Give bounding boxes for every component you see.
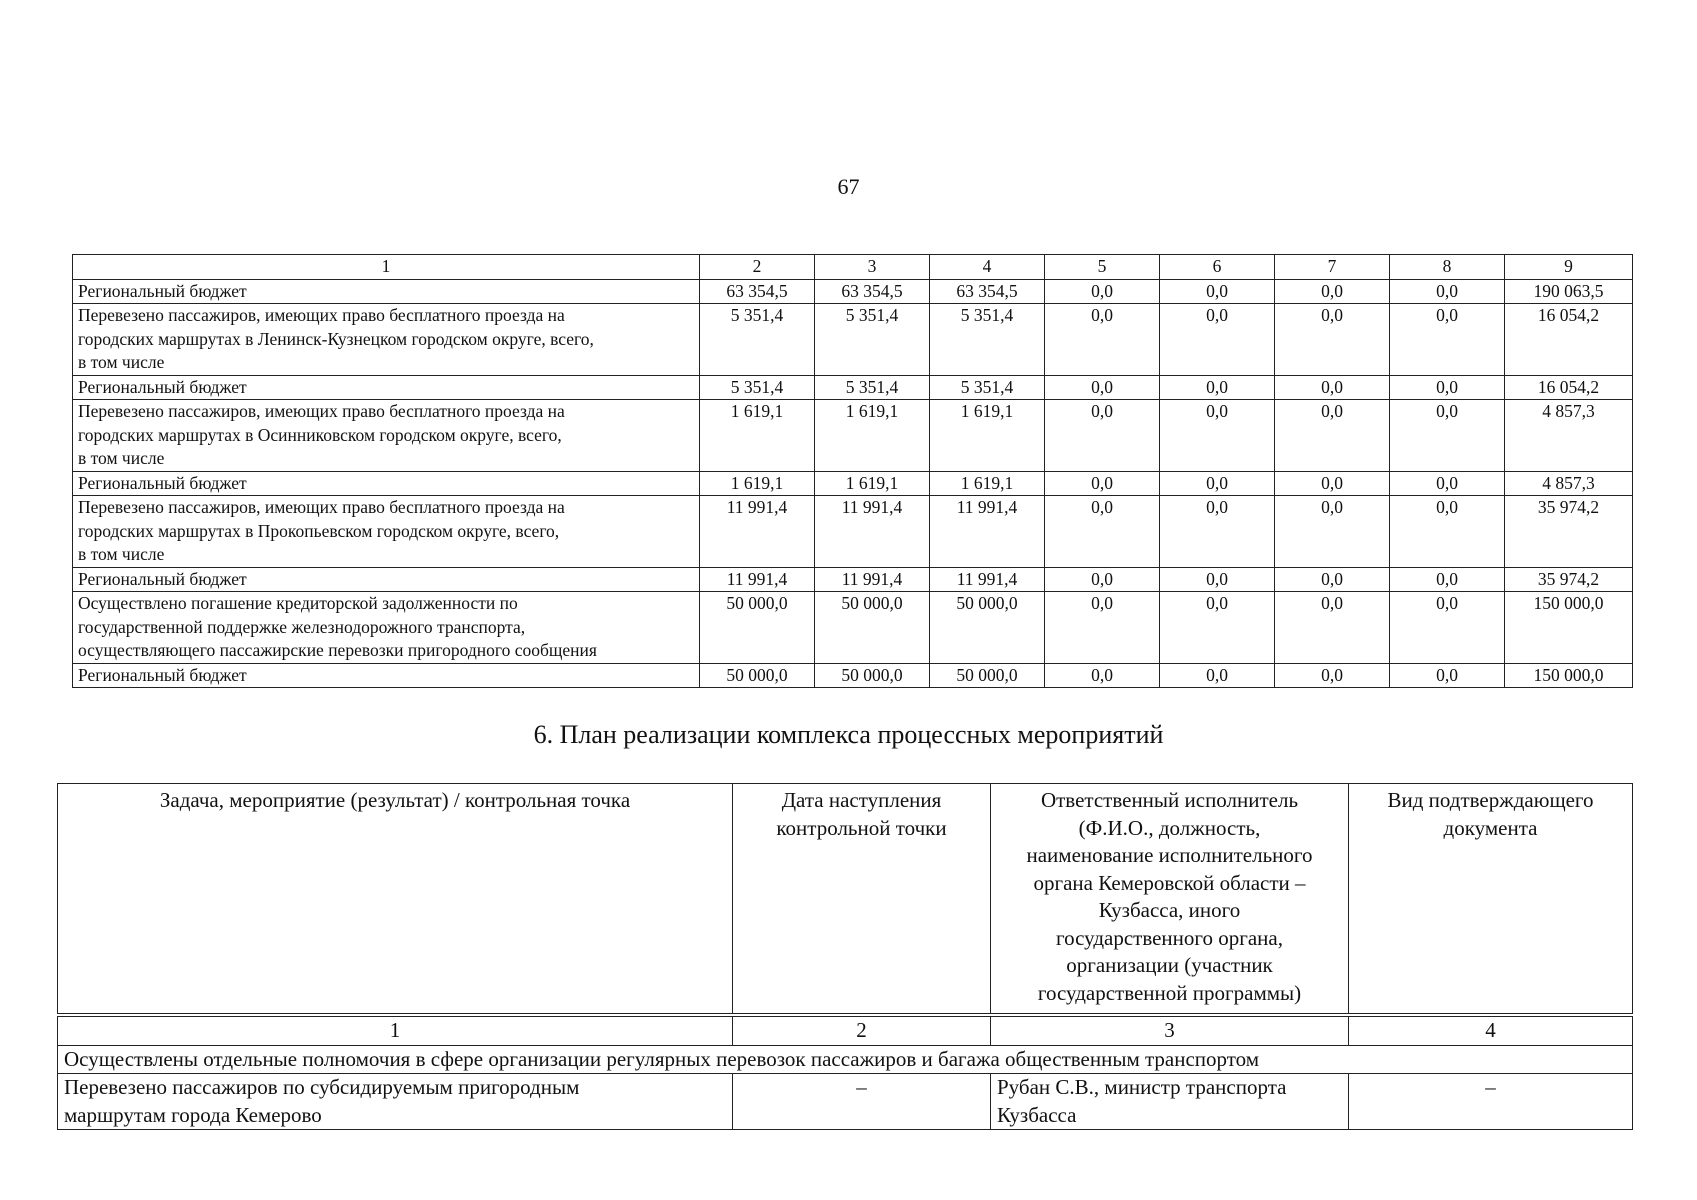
finance-row-label-line: Осуществлено погашение кредиторской задолженности по bbox=[78, 593, 518, 613]
finance-value-cell: 0,0 bbox=[1045, 471, 1160, 496]
text-line: организации (участник bbox=[1066, 953, 1273, 977]
finance-row bbox=[73, 663, 1633, 688]
text-line: Перевезено пассажиров по субсидируемым пригородным bbox=[64, 1075, 580, 1099]
finance-value-cell: 0,0 bbox=[1045, 304, 1160, 376]
finance-value-cell: 0,0 bbox=[1045, 567, 1160, 592]
text-line: (Ф.И.О., должность, bbox=[1078, 815, 1261, 840]
finance-value-cell: 0,0 bbox=[1390, 567, 1505, 592]
finance-value-cell: 0,0 bbox=[1390, 375, 1505, 400]
finance-value-cell: 11 991,4 bbox=[815, 567, 930, 592]
finance-value-cell: 0,0 bbox=[1390, 279, 1505, 304]
finance-value-cell: 11 991,4 bbox=[930, 567, 1045, 592]
finance-value-cell: 4 857,3 bbox=[1505, 400, 1633, 472]
finance-row-label: Региональный бюджет bbox=[73, 375, 700, 400]
finance-value-cell: 5 351,4 bbox=[700, 375, 815, 400]
finance-row bbox=[73, 400, 1633, 472]
finance-row-label-line: в том числе bbox=[78, 448, 165, 468]
finance-value-cell: 11 991,4 bbox=[815, 496, 930, 568]
finance-value-cell: 50 000,0 bbox=[700, 663, 815, 688]
finance-value-cell: 0,0 bbox=[1160, 471, 1275, 496]
plan-event-document: – bbox=[1349, 1074, 1633, 1130]
finance-value-cell: 1 619,1 bbox=[930, 471, 1045, 496]
plan-col-number: 1 bbox=[58, 1017, 733, 1046]
finance-row bbox=[73, 496, 1633, 568]
finance-value-cell: 4 857,3 bbox=[1505, 471, 1633, 496]
plan-task-text: Осуществлены отдельные полномочия в сфере организации регулярных перевозок пассажиров и багажа общественным транспортом bbox=[58, 1045, 1633, 1074]
finance-row-label-line: в том числе bbox=[78, 352, 165, 372]
finance-value-cell: 11 991,4 bbox=[700, 567, 815, 592]
text-line: Дата наступления bbox=[781, 788, 942, 812]
finance-value-cell: 0,0 bbox=[1275, 304, 1390, 376]
finance-header-row bbox=[73, 255, 1633, 280]
plan-col-number: 3 bbox=[991, 1017, 1349, 1046]
finance-row-label bbox=[73, 592, 700, 664]
plan-event-row bbox=[58, 1074, 1633, 1130]
finance-row bbox=[73, 375, 1633, 400]
finance-row-label-line: городских маршрутах в Ленинск-Кузнецком городском округе, всего, bbox=[78, 328, 594, 349]
finance-value-cell: 35 974,2 bbox=[1505, 567, 1633, 592]
finance-value-cell: 35 974,2 bbox=[1505, 496, 1633, 568]
finance-row-label-line: городских маршрутах в Прокопьевском городском округе, всего, bbox=[78, 520, 560, 541]
plan-column-numbers-row bbox=[58, 1017, 1633, 1046]
finance-value-cell: 1 619,1 bbox=[700, 471, 815, 496]
finance-value-cell: 0,0 bbox=[1390, 471, 1505, 496]
finance-value-cell: 0,0 bbox=[1160, 496, 1275, 568]
finance-value-cell: 0,0 bbox=[1275, 279, 1390, 304]
plan-event-date: – bbox=[733, 1074, 991, 1130]
plan-event-responsible bbox=[991, 1074, 1349, 1130]
finance-value-cell: 0,0 bbox=[1160, 400, 1275, 472]
text-line: Задача, мероприятие (результат) / контрольная точка bbox=[159, 788, 631, 812]
finance-column-number: 1 bbox=[73, 255, 700, 280]
finance-value-cell: 50 000,0 bbox=[700, 592, 815, 664]
finance-row-label-line: государственной поддержке железнодорожного транспорта, bbox=[78, 616, 526, 637]
finance-value-cell: 0,0 bbox=[1390, 304, 1505, 376]
text-line: органа Кемеровской области – bbox=[1033, 870, 1306, 895]
finance-value-cell: 0,0 bbox=[1275, 663, 1390, 688]
finance-value-cell: 0,0 bbox=[1160, 375, 1275, 400]
finance-value-cell: 5 351,4 bbox=[930, 304, 1045, 376]
finance-row-label-line: осуществляющего пассажирские перевозки пригородного сообщения bbox=[78, 640, 597, 660]
finance-value-cell: 63 354,5 bbox=[700, 279, 815, 304]
finance-column-number: 6 bbox=[1160, 255, 1275, 280]
finance-value-cell: 5 351,4 bbox=[700, 304, 815, 376]
finance-row-label bbox=[73, 496, 700, 568]
finance-row-label bbox=[73, 304, 700, 376]
finance-row-label-line: в том числе bbox=[78, 544, 165, 564]
finance-value-cell: 1 619,1 bbox=[930, 400, 1045, 472]
finance-value-cell: 50 000,0 bbox=[815, 592, 930, 664]
text-line: Вид подтверждающего bbox=[1387, 788, 1594, 812]
finance-value-cell: 190 063,5 bbox=[1505, 279, 1633, 304]
finance-value-cell: 0,0 bbox=[1045, 592, 1160, 664]
finance-value-cell: 63 354,5 bbox=[930, 279, 1045, 304]
finance-value-cell: 150 000,0 bbox=[1505, 663, 1633, 688]
finance-row bbox=[73, 567, 1633, 592]
finance-value-cell: 5 351,4 bbox=[930, 375, 1045, 400]
finance-row-label-line: Перевезено пассажиров, имеющих право бесплатного проезда на bbox=[78, 305, 565, 325]
finance-row-label bbox=[73, 400, 700, 472]
finance-row bbox=[73, 279, 1633, 304]
finance-value-cell: 0,0 bbox=[1275, 592, 1390, 664]
finance-value-cell: 5 351,4 bbox=[815, 375, 930, 400]
finance-value-cell: 0,0 bbox=[1045, 496, 1160, 568]
finance-value-cell: 11 991,4 bbox=[700, 496, 815, 568]
finance-value-cell: 1 619,1 bbox=[700, 400, 815, 472]
finance-row bbox=[73, 471, 1633, 496]
plan-header-document bbox=[1349, 784, 1633, 1014]
finance-value-cell: 1 619,1 bbox=[815, 471, 930, 496]
finance-value-cell: 50 000,0 bbox=[930, 663, 1045, 688]
finance-column-number: 7 bbox=[1275, 255, 1390, 280]
finance-value-cell: 0,0 bbox=[1275, 375, 1390, 400]
finance-row-label-line: городских маршрутах в Осинниковском городском округе, всего, bbox=[78, 424, 562, 445]
finance-row-label-line: Перевезено пассажиров, имеющих право бесплатного проезда на bbox=[78, 401, 565, 421]
finance-value-cell: 0,0 bbox=[1275, 471, 1390, 496]
finance-value-cell: 63 354,5 bbox=[815, 279, 930, 304]
text-line: государственной программы) bbox=[1037, 980, 1302, 1005]
text-line: Кузбасса, иного bbox=[1098, 898, 1241, 922]
finance-value-cell: 16 054,2 bbox=[1505, 304, 1633, 376]
text-line: Рубан С.В., министр транспорта bbox=[997, 1075, 1287, 1099]
finance-row bbox=[73, 592, 1633, 664]
plan-header-task bbox=[58, 784, 733, 1014]
finance-row-label: Региональный бюджет bbox=[73, 279, 700, 304]
finance-value-cell: 11 991,4 bbox=[930, 496, 1045, 568]
finance-value-cell: 0,0 bbox=[1160, 304, 1275, 376]
finance-value-cell: 16 054,2 bbox=[1505, 375, 1633, 400]
text-line: государственного органа, bbox=[1055, 925, 1283, 950]
finance-value-cell: 0,0 bbox=[1045, 279, 1160, 304]
finance-value-cell: 0,0 bbox=[1160, 567, 1275, 592]
text-line: документа bbox=[1443, 815, 1538, 840]
page-number: 67 bbox=[837, 174, 860, 199]
finance-value-cell: 0,0 bbox=[1275, 400, 1390, 472]
finance-column-number: 9 bbox=[1505, 255, 1633, 280]
finance-row-label: Региональный бюджет bbox=[73, 471, 700, 496]
finance-column-number: 8 bbox=[1390, 255, 1505, 280]
finance-value-cell: 1 619,1 bbox=[815, 400, 930, 472]
finance-column-number: 3 bbox=[815, 255, 930, 280]
plan-header-row bbox=[58, 784, 1633, 1014]
finance-column-number: 4 bbox=[930, 255, 1045, 280]
finance-value-cell: 0,0 bbox=[1045, 663, 1160, 688]
finance-value-cell: 50 000,0 bbox=[930, 592, 1045, 664]
finance-column-number: 5 bbox=[1045, 255, 1160, 280]
finance-value-cell: 0,0 bbox=[1045, 375, 1160, 400]
text-line: маршрутам города Кемерово bbox=[64, 1102, 322, 1127]
finance-value-cell: 0,0 bbox=[1160, 279, 1275, 304]
finance-value-cell: 5 351,4 bbox=[815, 304, 930, 376]
finance-value-cell: 0,0 bbox=[1390, 400, 1505, 472]
text-line: Кузбасса bbox=[997, 1102, 1077, 1127]
finance-row-label: Региональный бюджет bbox=[73, 663, 700, 688]
finance-value-cell: 0,0 bbox=[1160, 592, 1275, 664]
plan-event-description bbox=[58, 1074, 733, 1130]
finance-row-label: Региональный бюджет bbox=[73, 567, 700, 592]
text-line: контрольной точки bbox=[776, 815, 947, 840]
finance-value-cell: 0,0 bbox=[1275, 496, 1390, 568]
finance-value-cell: 0,0 bbox=[1045, 400, 1160, 472]
plan-task-row bbox=[58, 1045, 1633, 1074]
plan-table bbox=[57, 783, 1633, 1130]
finance-value-cell: 150 000,0 bbox=[1505, 592, 1633, 664]
plan-header-date bbox=[733, 784, 991, 1014]
plan-col-number: 4 bbox=[1349, 1017, 1633, 1046]
finance-table bbox=[72, 254, 1633, 688]
finance-row bbox=[73, 304, 1633, 376]
finance-column-number: 2 bbox=[700, 255, 815, 280]
plan-header-responsible bbox=[991, 784, 1349, 1014]
section-title: 6. План реализации комплекса процессных мероприятий bbox=[533, 720, 1164, 749]
finance-value-cell: 0,0 bbox=[1160, 663, 1275, 688]
finance-value-cell: 0,0 bbox=[1390, 592, 1505, 664]
text-line: Ответственный исполнитель bbox=[1040, 788, 1299, 812]
finance-row-label-line: Перевезено пассажиров, имеющих право бесплатного проезда на bbox=[78, 497, 565, 517]
text-line: наименование исполнительного bbox=[1026, 843, 1313, 867]
finance-value-cell: 50 000,0 bbox=[815, 663, 930, 688]
plan-col-number: 2 bbox=[733, 1017, 991, 1046]
finance-value-cell: 0,0 bbox=[1275, 567, 1390, 592]
finance-value-cell: 0,0 bbox=[1390, 496, 1505, 568]
finance-value-cell: 0,0 bbox=[1390, 663, 1505, 688]
